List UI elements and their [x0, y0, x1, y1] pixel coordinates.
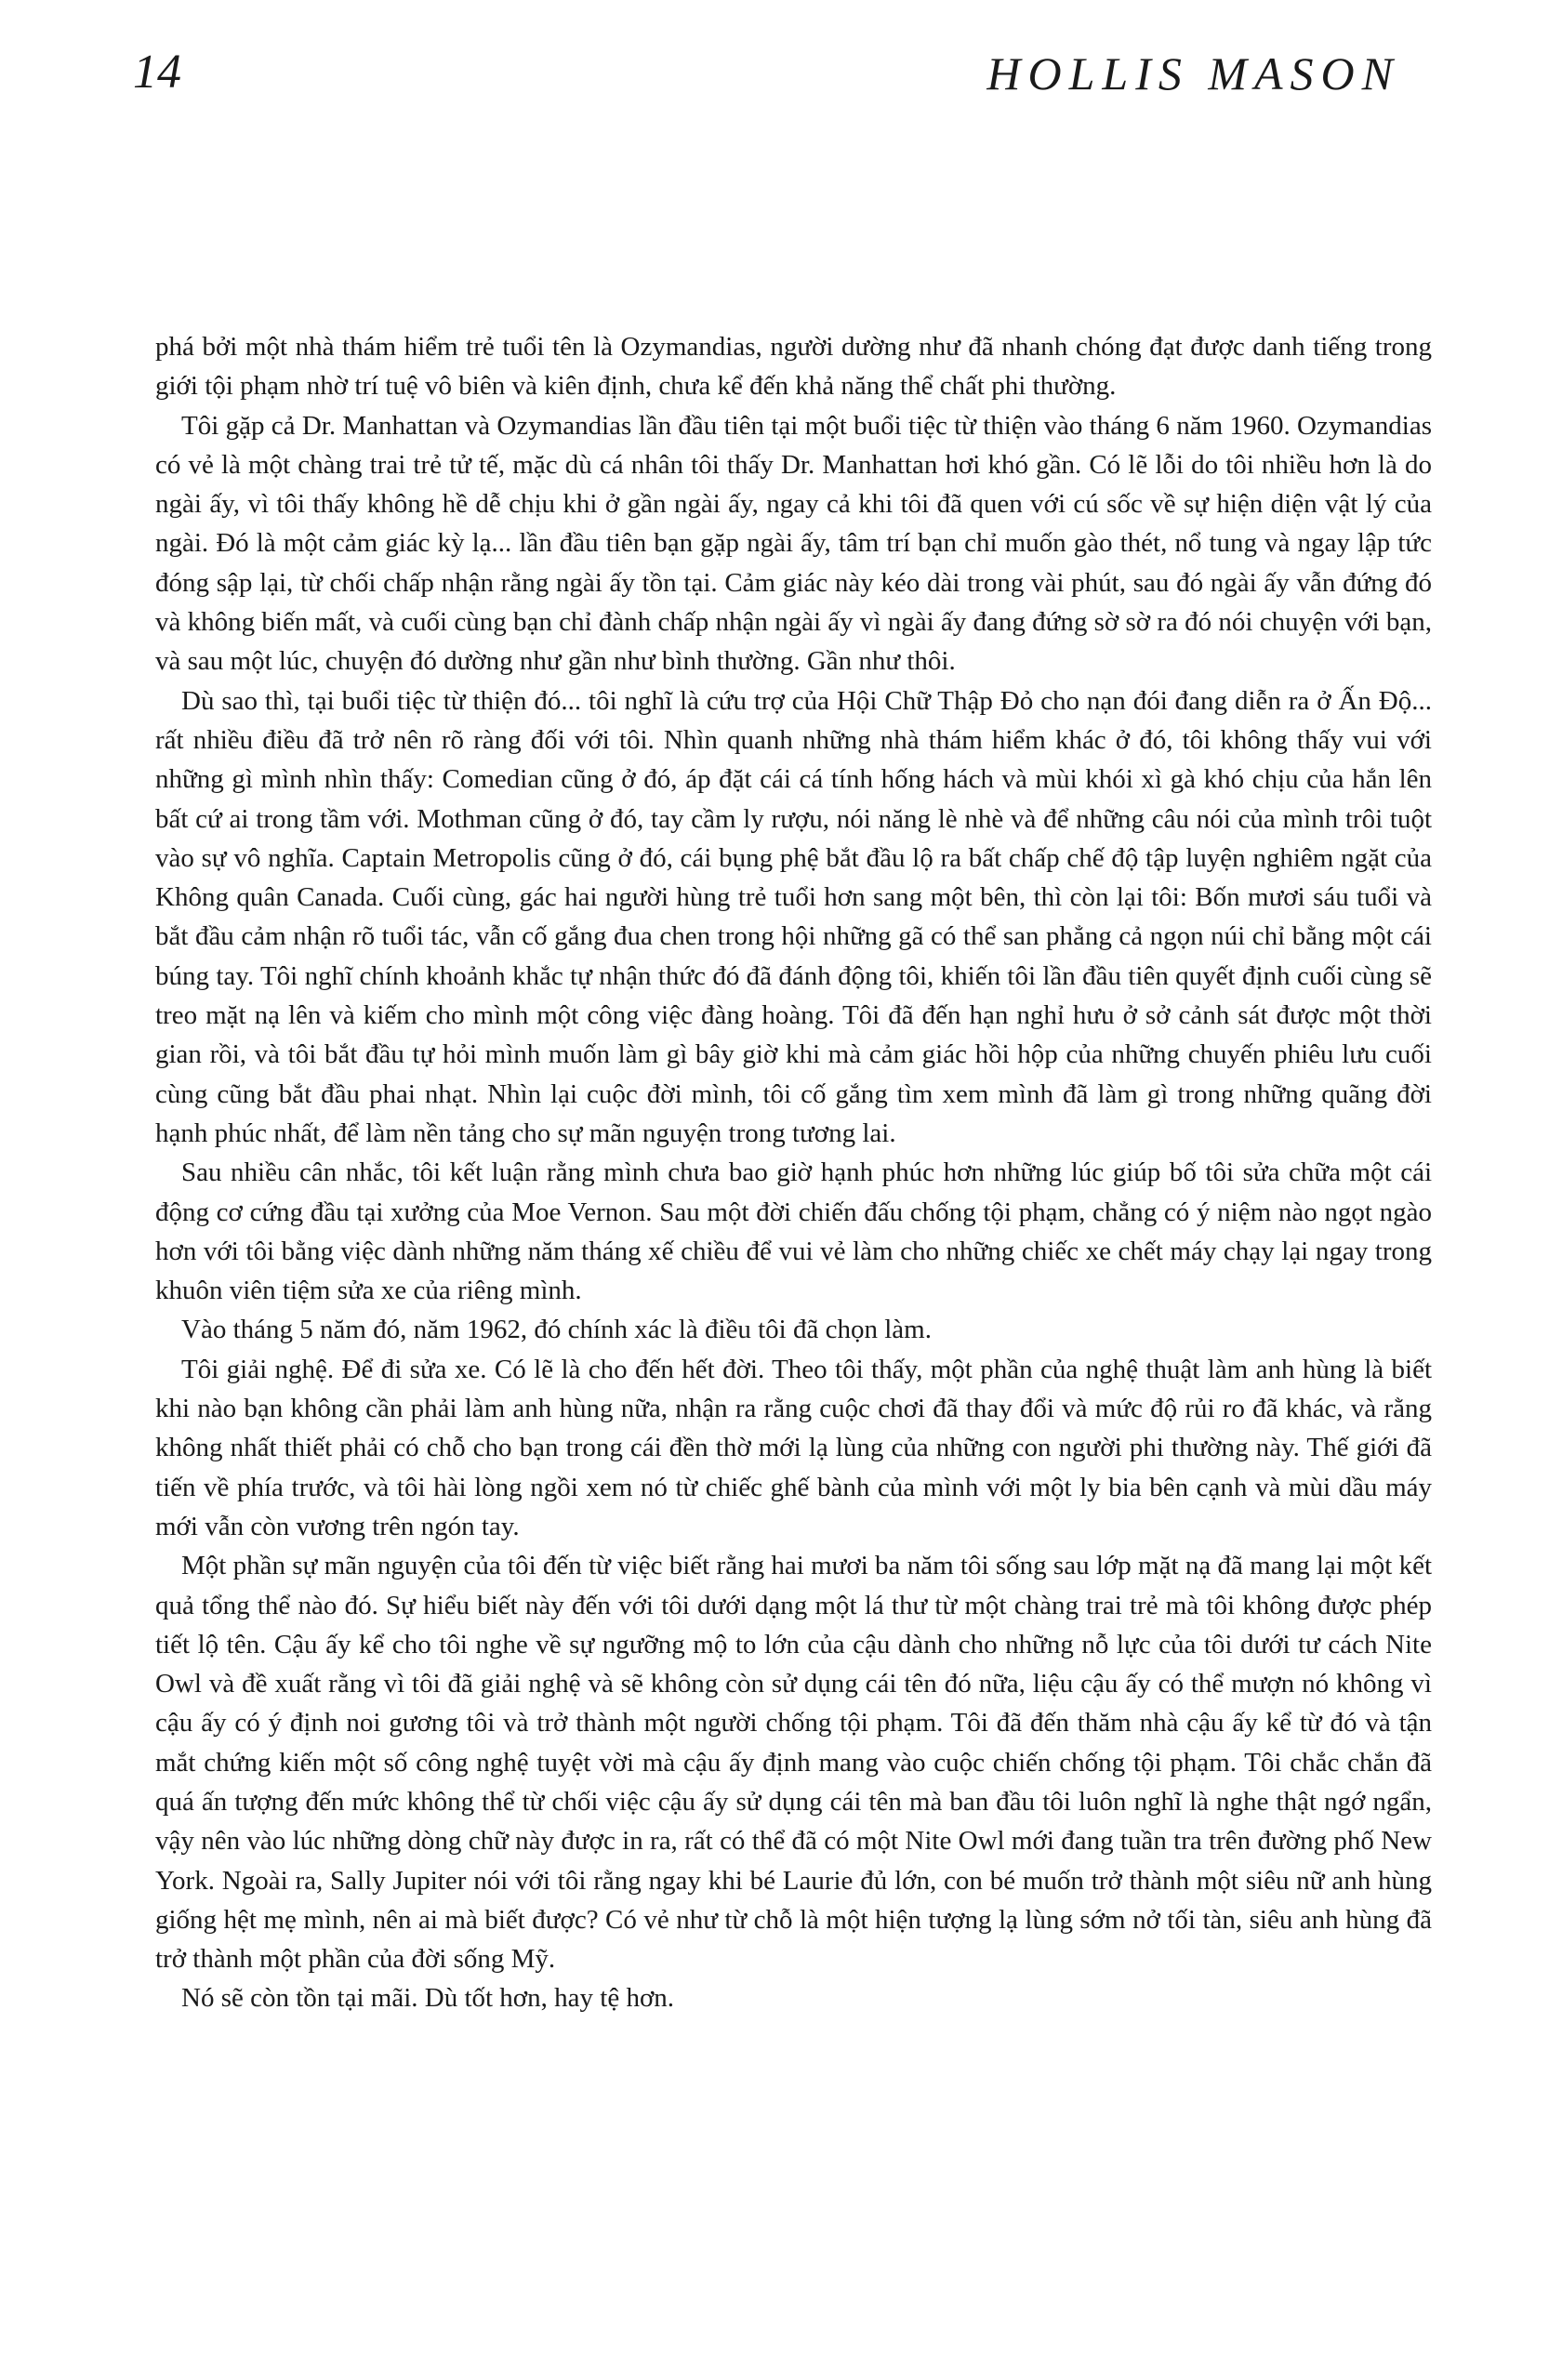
paragraph-8: Nó sẽ còn tồn tại mãi. Dù tốt hơn, hay tệ hơn. — [181, 1983, 675, 2014]
page-number: 14 — [133, 46, 181, 99]
paragraph-2: Tôi gặp cả Dr. Manhattan và Ozymandias lần đầu tiên tại một buổi tiệc từ thiện vào tháng 6 năm 1960. Ozymandias có vẻ là một chàng trai trẻ tử tế, mặc dù cá nhân tôi thấy Dr. Manhattan hơi khó gần. Có lẽ lỗi do tôi nhiều hơn là do ngài ấy, vì tôi thấy không hề dễ chịu khi ở gần ngài ấy, ngay cả khi tôi đã quen với cú sốc về sự hiện diện vật lý của ngài. Đó là một cảm giác kỳ lạ... lần đầu tiên bạn gặp ngài ấy, tâm trí bạn chỉ muốn gào thét, nổ tung và ngay lập tức đóng sập lại, từ chối chấp nhận rằng ngài ấy tồn tại. Cảm giác này kéo dài trong vài phút, sau đó ngài ấy vẫn đứng đó và không biến mất, và cuối cùng bạn chỉ đành chấp nhận ngài ấy vì ngài ấy đang đứng sờ sờ ra đó nói chuyện với bạn, và sau một lúc, chuyện đó dường như gần như bình thường. Gần như thôi. — [155, 410, 1432, 677]
paragraph-4: Sau nhiều cân nhắc, tôi kết luận rằng mình chưa bao giờ hạnh phúc hơn những lúc giúp bố tôi sửa chữa một cái động cơ cứng đầu tại xưởng của Moe Vernon. Sau một đời chiến đấu chống tội phạm, chẳng có ý niệm nào ngọt ngào hơn với tôi bằng việc dành những năm tháng xế chiều để vui vẻ làm cho những chiếc xe chết máy chạy lại ngay trong khuôn viên tiệm sửa xe của riêng mình. — [155, 1157, 1432, 1306]
paragraph-6: Tôi giải nghệ. Để đi sửa xe. Có lẽ là cho đến hết đời. Theo tôi thấy, một phần của nghệ thuật làm anh hùng là biết khi nào bạn không cần phải làm anh hùng nữa, nhận ra rằng cuộc chơi đã thay đổi và mức độ rủi ro đã khác, và rằng không nhất thiết phải có chỗ cho bạn trong cái đền thờ mới lạ lùng của những con người phi thường này. Thế giới đã tiến về phía trước, và tôi hài lòng ngồi xem nó từ chiếc ghế bành của mình với một ly bia bên cạnh và mùi dầu máy mới vẫn còn vương trên ngón tay. — [155, 1354, 1432, 1541]
paragraph-5: Vào tháng 5 năm đó, năm 1962, đó chính xác là điều tôi đã chọn làm. — [181, 1315, 932, 1345]
body-text — [155, 327, 1432, 2018]
running-title: HOLLIS MASON — [986, 47, 1400, 99]
paragraph-1: phá bởi một nhà thám hiểm trẻ tuổi tên là Ozymandias, người dường như đã nhanh chóng đạt được danh tiếng trong giới tội phạm nhờ trí tuệ vô biên và kiên định, chưa kể đến khả năng thể chất phi thường. — [155, 332, 1432, 402]
paragraph-3: Dù sao thì, tại buổi tiệc từ thiện đó... tôi nghĩ là cứu trợ của Hội Chữ Thập Đỏ cho nạn đói đang diễn ra ở Ấn Độ... rất nhiều điều đã trở nên rõ ràng đối với tôi. Nhìn quanh những nhà thám hiểm khác ở đó, tôi không thấy vui với những gì mình nhìn thấy: Comedian cũng ở đó, áp đặt cái cá tính hống hách và mùi khói xì gà khó chịu của hắn lên bất cứ ai trong tầm với. Mothman cũng ở đó, tay cầm ly rượu, nói năng lè nhè và để những câu nói của mình trôi tuột vào sự vô nghĩa. Captain Metropolis cũng ở đó, cái bụng phệ bắt đầu lộ ra bất chấp chế độ tập luyện nghiêm ngặt của Không quân Canada. Cuối cùng, gác hai người hùng trẻ tuổi hơn sang một bên, thì còn lại tôi: Bốn mươi sáu tuổi và bắt đầu cảm nhận rõ tuổi tác, vẫn cố gắng đua chen trong hội những gã có thể san phẳng cả ngọn núi chỉ bằng một cái búng tay. Tôi nghĩ chính khoảnh khắc tự nhận thức đó đã đánh động tôi, khiến tôi lần đầu tiên quyết định cuối cùng sẽ treo mặt nạ lên và kiếm cho mình một công việc đàng hoàng. Tôi đã đến hạn nghỉ hưu ở sở cảnh sát được một thời gian rồi, và tôi bắt đầu tự hỏi mình muốn làm gì bây giờ khi mà cảm giác hồi hộp của những chuyến phiêu lưu cuối cùng cũng bắt đầu phai nhạt. Nhìn lại cuộc đời mình, tôi cố gắng tìm xem mình đã làm gì trong những quãng đời hạnh phúc nhất, để làm nền tảng cho sự mãn nguyện trong tương lai. — [155, 685, 1432, 1148]
paragraph-7: Một phần sự mãn nguyện của tôi đến từ việc biết rằng hai mươi ba năm tôi sống sau lớp mặt nạ đã mang lại một kết quả tổng thể nào đó. Sự hiểu biết này đến với tôi dưới dạng một lá thư từ một chàng trai trẻ mà tôi không được phép tiết lộ tên. Cậu ấy kể cho tôi nghe về sự ngưỡng mộ to lớn của cậu dành cho những nỗ lực của tôi dưới tư cách Nite Owl và đề xuất rằng vì tôi đã giải nghệ và sẽ không còn sử dụng cái tên đó nữa, liệu cậu ấy có thể mượn nó không vì cậu ấy có ý định noi gương tôi và trở thành một người chống tội phạm. Tôi đã đến thăm nhà cậu ấy kể từ đó và tận mắt chứng kiến một số công nghệ tuyệt vời mà cậu ấy định mang vào cuộc chiến chống tội phạm. Tôi chắc chắn đã quá ấn tượng đến mức không thể từ chối việc cậu ấy sử dụng cái tên mà ban đầu tôi luôn nghĩ là nghe thật ngớ ngẩn, vậy nên vào lúc những dòng chữ này được in ra, rất có thể đã có một Nite Owl mới đang tuần tra trên đường phố New York. Ngoài ra, Sally Jupiter nói với tôi rằng ngay khi bé Laurie đủ lớn, con bé muốn trở thành một siêu nữ anh hùng giống hệt mẹ mình, nên ai mà biết được? Có vẻ như từ chỗ là một hiện tượng lạ lùng sớm nở tối tàn, siêu anh hùng đã trở thành một phần của đời sống Mỹ. — [155, 1551, 1432, 1975]
